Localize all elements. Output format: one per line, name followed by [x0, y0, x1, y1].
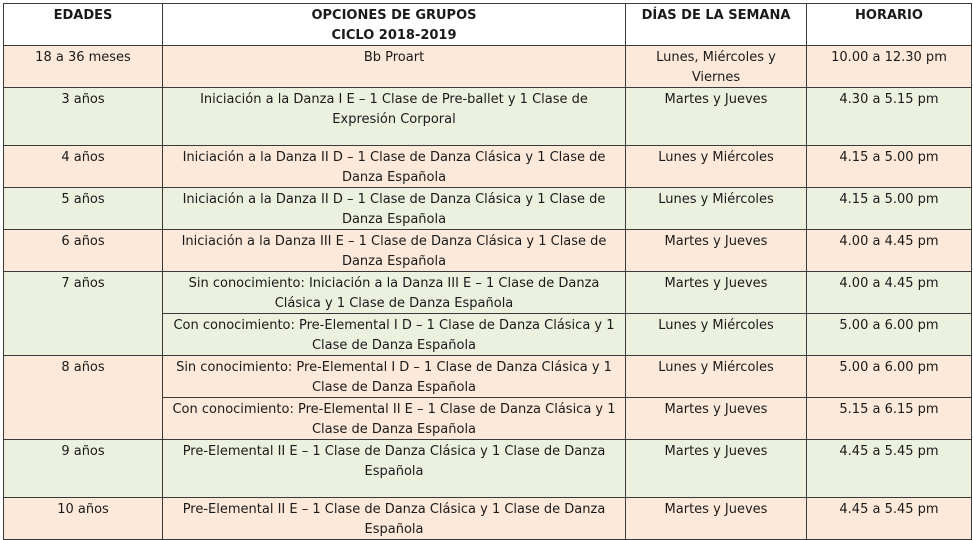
table-row: [4, 146, 972, 188]
table-row: [4, 88, 972, 146]
cell-opcion: Iniciación a la Danza II D – 1 Clase de Danza Clásica y 1 Clase de Danza Española: [163, 146, 626, 188]
header-opciones-cycle: CICLO 2018-2019: [331, 27, 457, 43]
cell-edad: 7 años: [4, 272, 163, 356]
cell-opcion: Iniciación a la Danza III E – 1 Clase de Danza Clásica y 1 Clase de Danza Española: [163, 230, 626, 272]
cell-dias: Martes y Jueves: [626, 498, 807, 540]
cell-dias: Martes y Jueves: [626, 272, 807, 314]
table-row: [4, 272, 972, 314]
cell-opcion: Iniciación a la Danza I E – 1 Clase de Pre-ballet y 1 Clase de Expresión Corporal: [163, 88, 626, 146]
cell-opcion: Pre-Elemental II E – 1 Clase de Danza Clásica y 1 Clase de Danza Española: [163, 440, 626, 498]
cell-dias: Martes y Jueves: [626, 230, 807, 272]
header-edades: EDADES: [4, 4, 163, 46]
cell-dias: Lunes y Miércoles: [626, 188, 807, 230]
cell-edad: 9 años: [4, 440, 163, 498]
cell-horario: 4.30 a 5.15 pm: [807, 88, 972, 146]
cell-dias: Lunes y Miércoles: [626, 314, 807, 356]
cell-horario: 4.15 a 5.00 pm: [807, 146, 972, 188]
cell-horario: 5.00 a 6.00 pm: [807, 314, 972, 356]
cell-edad: 6 años: [4, 230, 163, 272]
table-row: [4, 230, 972, 272]
table-row: [4, 46, 972, 88]
cell-horario: 4.00 a 4.45 pm: [807, 230, 972, 272]
cell-dias: Lunes, Miércoles y Viernes: [626, 46, 807, 88]
cell-horario: 4.45 a 5.45 pm: [807, 498, 972, 540]
header-opciones-title: OPCIONES DE GRUPOS: [311, 8, 477, 23]
cell-edad: 3 años: [4, 88, 163, 146]
cell-edad: 5 años: [4, 188, 163, 230]
table-row: [4, 498, 972, 540]
cell-horario: 5.00 a 6.00 pm: [807, 356, 972, 398]
cell-horario: 4.15 a 5.00 pm: [807, 188, 972, 230]
cell-dias: Martes y Jueves: [626, 398, 807, 440]
cell-dias: Lunes y Miércoles: [626, 146, 807, 188]
cell-edad: 10 años: [4, 498, 163, 540]
header-opciones: [163, 4, 626, 46]
cell-opcion: Con conocimiento: Pre-Elemental I D – 1 Clase de Danza Clásica y 1 Clase de Danza Española: [163, 314, 626, 356]
header-horario: HORARIO: [807, 4, 972, 46]
cell-edad: 4 años: [4, 146, 163, 188]
cell-horario: 4.45 a 5.45 pm: [807, 440, 972, 498]
cell-horario: 4.00 a 4.45 pm: [807, 272, 972, 314]
cell-horario: 5.15 a 6.15 pm: [807, 398, 972, 440]
cell-dias: Lunes y Miércoles: [626, 356, 807, 398]
cell-opcion: Pre-Elemental II E – 1 Clase de Danza Clásica y 1 Clase de Danza Española: [163, 498, 626, 540]
cell-opcion: Con conocimiento: Pre-Elemental II E – 1 Clase de Danza Clásica y 1 Clase de Danza Española: [163, 398, 626, 440]
cell-dias: Martes y Jueves: [626, 88, 807, 146]
table-row: [4, 356, 972, 398]
cell-opcion: Bb Proart: [163, 46, 626, 88]
cell-opcion: Iniciación a la Danza II D – 1 Clase de Danza Clásica y 1 Clase de Danza Española: [163, 188, 626, 230]
cell-horario: 10.00 a 12.30 pm: [807, 46, 972, 88]
header-row: [4, 4, 972, 46]
cell-opcion: Sin conocimiento: Pre-Elemental I D – 1 Clase de Danza Clásica y 1 Clase de Danza Española: [163, 356, 626, 398]
schedule-table: [3, 3, 972, 540]
table-row: [4, 440, 972, 498]
table-row: [4, 188, 972, 230]
cell-edad: 18 a 36 meses: [4, 46, 163, 88]
cell-opcion: Sin conocimiento: Iniciación a la Danza III E – 1 Clase de Danza Clásica y 1 Clase de Danza Española: [163, 272, 626, 314]
cell-edad: 8 años: [4, 356, 163, 440]
cell-dias: Martes y Jueves: [626, 440, 807, 498]
header-dias: DÍAS DE LA SEMANA: [626, 4, 807, 46]
